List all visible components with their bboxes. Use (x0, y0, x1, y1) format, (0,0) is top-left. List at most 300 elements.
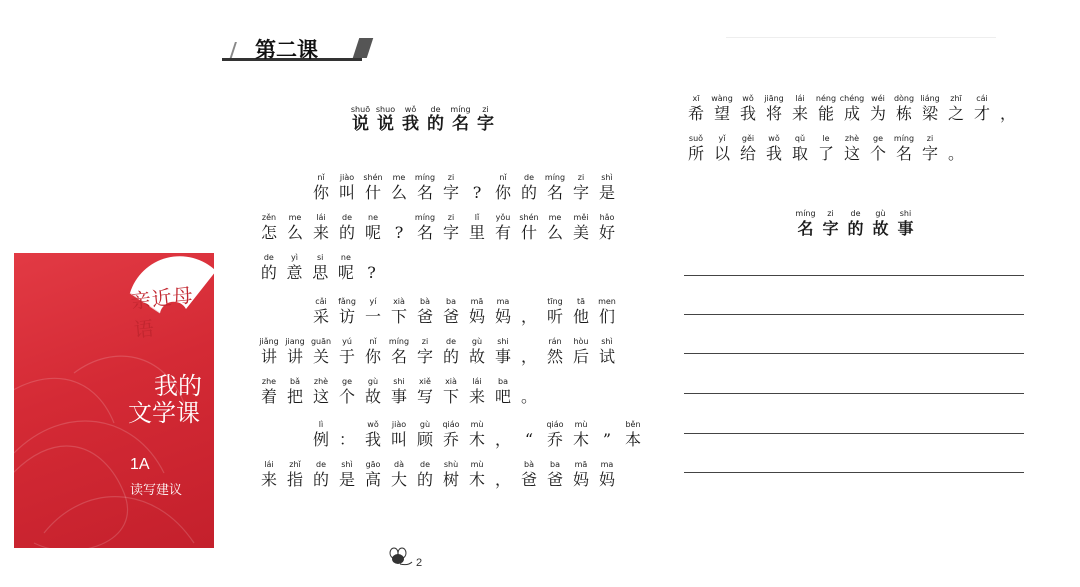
pinyin: tīng (547, 297, 563, 306)
pinyin: shi (497, 337, 509, 346)
pinyin: cǎi (315, 297, 327, 306)
ruby-char (360, 376, 386, 406)
pinyin: bǎ (290, 377, 300, 386)
hanzi: 呢 (364, 223, 381, 242)
pinyin: nǐ (317, 173, 325, 182)
ruby-char (516, 212, 542, 242)
pinyin: shi (899, 209, 912, 218)
hanzi: 指 (286, 470, 303, 489)
pinyin: lái (472, 377, 482, 386)
pinyin: de (316, 460, 326, 469)
pinyin: gù (875, 209, 886, 218)
pinyin: běn (625, 420, 641, 429)
pinyin: zhǐ (289, 460, 301, 469)
pinyin: qiáo (442, 420, 460, 429)
pinyin (294, 419, 297, 430)
ruby-char (360, 336, 386, 366)
hanzi: ? (472, 183, 482, 202)
hanzi: 名 (452, 114, 469, 134)
hanzi: 事 (494, 347, 511, 366)
ruby-char (308, 212, 334, 242)
pinyin: wǒ (404, 105, 417, 114)
hanzi: 么 (546, 223, 563, 242)
pinyin: yǒu (495, 213, 511, 222)
ruby-char (412, 336, 438, 366)
pinyin: mù (470, 420, 484, 429)
passage-line-7 (256, 419, 646, 449)
writing-line (684, 353, 1024, 354)
passage-line-8 (256, 459, 620, 489)
hanzi: 取 (791, 144, 808, 163)
page-number: 2 (416, 557, 423, 569)
hanzi: 爸 (416, 307, 433, 326)
hanzi: 为 (869, 104, 886, 123)
ruby-char (256, 212, 282, 242)
pinyin: si (317, 253, 324, 262)
hanzi: 是 (598, 183, 615, 202)
hanzi: ， (520, 347, 537, 366)
hanzi: ， (494, 470, 511, 489)
ruby-char (308, 172, 334, 202)
ruby-char (787, 133, 813, 163)
pinyin: jiang (285, 337, 305, 346)
ruby-char (386, 336, 412, 366)
ruby-char (516, 172, 542, 202)
hanzi: 有 (494, 223, 511, 242)
hanzi: 字 (572, 183, 589, 202)
ruby-char (813, 93, 839, 123)
ruby-char (683, 133, 709, 163)
pinyin: zhè (313, 377, 329, 386)
ruby-char (359, 252, 385, 282)
hanzi: 爸 (546, 470, 563, 489)
pinyin (502, 459, 505, 470)
book-cover (14, 253, 214, 548)
ruby-char (594, 172, 620, 202)
hanzi: 名 (895, 144, 912, 163)
ruby-char (917, 133, 943, 163)
hanzi: 的 (416, 470, 433, 489)
ruby-char (490, 172, 516, 202)
hanzi: 里 (468, 223, 485, 242)
ruby-char (868, 208, 893, 238)
hanzi: 才 (973, 104, 990, 123)
hanzi: 来 (791, 104, 808, 123)
ruby-char (386, 459, 412, 489)
ruby-char (969, 93, 995, 123)
pinyin: ma (496, 297, 510, 306)
hanzi: 个 (338, 387, 355, 406)
ruby-char (256, 296, 282, 326)
pinyin: wéi (871, 94, 885, 103)
hanzi: ? (394, 223, 404, 242)
pinyin: cái (976, 94, 988, 103)
pinyin: zi (447, 173, 455, 182)
hanzi: 高 (364, 470, 381, 489)
hanzi: 字 (921, 144, 938, 163)
cover-subtitle: 读写建议 (130, 483, 183, 498)
hanzi: 我 (739, 104, 756, 123)
pinyin: míng (544, 173, 566, 182)
hanzi: 怎 (260, 223, 277, 242)
ruby-char (542, 336, 568, 366)
ruby-char (464, 376, 490, 406)
ruby-char (412, 459, 438, 489)
pinyin: lái (264, 460, 274, 469)
ruby-char (594, 419, 620, 449)
hanzi: 字 (822, 219, 839, 238)
pinyin (528, 336, 531, 347)
hanzi: 的 (427, 114, 444, 134)
ruby-char (568, 172, 594, 202)
ruby-char (761, 93, 787, 123)
ruby-char (490, 419, 516, 449)
pinyin: zhī (950, 94, 962, 103)
pinyin: néng (815, 94, 837, 103)
pinyin: zěn (261, 213, 277, 222)
pinyin: dà (394, 460, 404, 469)
ruby-char (917, 93, 943, 123)
ruby-char (398, 104, 423, 134)
ruby-char (308, 459, 334, 489)
pinyin: bà (524, 460, 534, 469)
pinyin: zi (827, 209, 834, 218)
pinyin: de (524, 173, 534, 182)
pinyin: gù (471, 337, 483, 346)
pinyin (606, 419, 609, 430)
hanzi: 来 (312, 223, 329, 242)
hanzi: 说 (352, 114, 369, 134)
ruby-char (683, 93, 709, 123)
ruby-char (308, 376, 334, 406)
ruby-char (334, 212, 360, 242)
hanzi: 例 (312, 430, 329, 449)
pinyin: zi (447, 213, 455, 222)
right-line-2 (683, 133, 969, 163)
cover-grade: 1A (130, 456, 150, 473)
ruby-char (735, 93, 761, 123)
ruby-char (516, 419, 542, 449)
ruby-char (490, 336, 516, 366)
ruby-char (464, 296, 490, 326)
cover-title-line1: 我的 (154, 372, 202, 400)
writing-line (684, 314, 1024, 315)
pinyin (294, 172, 297, 183)
pinyin (528, 376, 531, 387)
hanzi: 给 (739, 144, 756, 163)
hanzi: 么 (286, 223, 303, 242)
ruby-char (893, 208, 918, 238)
ruby-char (594, 296, 620, 326)
hanzi (261, 307, 277, 326)
pinyin: xià (445, 377, 457, 386)
pinyin: ge (342, 377, 352, 386)
hanzi: 访 (338, 307, 355, 326)
pinyin: jiāng (764, 94, 784, 103)
hanzi: 采 (312, 307, 329, 326)
hanzi: 个 (869, 144, 886, 163)
hanzi: ： (338, 430, 355, 449)
hanzi: 听 (546, 307, 563, 326)
hanzi: 之 (947, 104, 964, 123)
pinyin: shuō (350, 105, 371, 114)
hanzi: 事 (897, 219, 914, 238)
hanzi: 名 (390, 347, 407, 366)
ruby-char (386, 419, 412, 449)
pinyin: ba (498, 377, 508, 386)
ruby-char (568, 336, 594, 366)
ruby-char (839, 133, 865, 163)
pinyin: ne (368, 213, 378, 222)
pinyin (268, 172, 271, 183)
cover-title-line2: 文学课 (128, 399, 200, 427)
hanzi: 说 (377, 114, 394, 134)
story-title (793, 208, 918, 238)
hanzi: 树 (442, 470, 459, 489)
pinyin (476, 172, 479, 183)
ruby-char (348, 104, 373, 134)
ruby-char (282, 419, 308, 449)
hanzi: 名 (546, 183, 563, 202)
ruby-char (256, 419, 282, 449)
hanzi: 木 (468, 430, 485, 449)
passage-line-3 (256, 252, 384, 282)
pinyin: shì (341, 460, 353, 469)
ruby-char (943, 133, 969, 163)
hanzi: 的 (338, 223, 355, 242)
bee-icon (384, 544, 414, 568)
ruby-char (464, 419, 490, 449)
ruby-char (891, 93, 917, 123)
ruby-char (839, 93, 865, 123)
hanzi: 故 (468, 347, 485, 366)
ruby-char (516, 336, 542, 366)
pinyin: jiào (391, 420, 407, 429)
hanzi: 木 (468, 470, 485, 489)
ruby-char (360, 419, 386, 449)
pinyin: lì (318, 420, 324, 429)
hanzi: 是 (338, 470, 355, 489)
hanzi: 美 (572, 223, 589, 242)
pinyin: guān (310, 337, 332, 346)
pinyin (268, 296, 271, 307)
pinyin: de (342, 213, 352, 222)
ruby-char (438, 212, 464, 242)
hanzi: 然 (546, 347, 563, 366)
pinyin: yǐ (718, 134, 726, 143)
pinyin: qǔ (794, 134, 806, 143)
pinyin: míng (893, 134, 915, 143)
pinyin: xià (393, 297, 405, 306)
hanzi: 栋 (895, 104, 912, 123)
pinyin: shén (363, 173, 383, 182)
hanzi: 事 (390, 387, 407, 406)
hanzi: 来 (468, 387, 485, 406)
hanzi: ， (494, 430, 511, 449)
hanzi: 试 (598, 347, 615, 366)
hanzi (261, 183, 277, 202)
ruby-char (865, 93, 891, 123)
ruby-char (334, 296, 360, 326)
ruby-char (386, 212, 412, 242)
pinyin: mā (574, 460, 588, 469)
pinyin: shén (519, 213, 539, 222)
pinyin: wǒ (768, 134, 780, 143)
ruby-char (412, 296, 438, 326)
ruby-char (516, 459, 542, 489)
hanzi: 后 (572, 347, 589, 366)
ruby-char (333, 252, 359, 282)
ruby-char (542, 172, 568, 202)
pinyin: le (822, 134, 830, 143)
hanzi: 望 (713, 104, 730, 123)
ruby-char (360, 296, 386, 326)
ruby-char (709, 133, 735, 163)
hanzi: 叫 (338, 183, 355, 202)
ruby-char (542, 459, 568, 489)
hanzi: 名 (797, 219, 814, 238)
ruby-char (386, 296, 412, 326)
hanzi: 的 (847, 219, 864, 238)
passage-line-4 (256, 296, 620, 326)
pinyin (528, 419, 531, 430)
lesson-title: 第二课 (255, 38, 318, 62)
ruby-char (464, 459, 490, 489)
ruby-char (360, 459, 386, 489)
pinyin (370, 252, 373, 263)
hanzi: “ (524, 430, 534, 449)
pinyin: bà (420, 297, 430, 306)
ruby-char (818, 208, 843, 238)
ruby-char (542, 419, 568, 449)
ruby-char (438, 336, 464, 366)
ruby-char (709, 93, 735, 123)
hanzi: 我 (364, 430, 381, 449)
pinyin: zi (577, 173, 585, 182)
hanzi: 我 (402, 114, 419, 134)
ruby-char (256, 252, 282, 282)
ruby-char (490, 459, 516, 489)
ruby-char (386, 376, 412, 406)
hanzi: 所 (687, 144, 704, 163)
pinyin: de (420, 460, 430, 469)
ruby-char (568, 212, 594, 242)
ruby-char (412, 172, 438, 202)
ruby-char (464, 336, 490, 366)
hanzi: 名 (416, 183, 433, 202)
hanzi: 的 (520, 183, 537, 202)
hanzi: 于 (338, 347, 355, 366)
ruby-char (360, 212, 386, 242)
hanzi: 顾 (416, 430, 433, 449)
pinyin: zi (926, 134, 934, 143)
pinyin: me (392, 173, 406, 182)
hanzi: 爸 (442, 307, 459, 326)
hanzi: 写 (416, 387, 433, 406)
ruby-char (282, 212, 308, 242)
ruby-char (438, 419, 464, 449)
ruby-char (813, 133, 839, 163)
pinyin: ge (873, 134, 883, 143)
ruby-char (438, 459, 464, 489)
ruby-char (891, 133, 917, 163)
ruby-char (761, 133, 787, 163)
pinyin: qiáo (546, 420, 564, 429)
hanzi: 讲 (260, 347, 277, 366)
ruby-char (438, 172, 464, 202)
hanzi: 叫 (390, 430, 407, 449)
ruby-char (334, 459, 360, 489)
hanzi: 这 (312, 387, 329, 406)
passage-line-1 (256, 172, 620, 202)
pinyin: me (548, 213, 562, 222)
ruby-char (412, 419, 438, 449)
hanzi: ， (520, 307, 537, 326)
hanzi (287, 430, 303, 449)
hanzi: 呢 (337, 263, 354, 282)
pinyin: gāo (365, 460, 381, 469)
hanzi: 你 (312, 183, 329, 202)
hanzi: 关 (312, 347, 329, 366)
pinyin (528, 296, 531, 307)
hanzi: 什 (520, 223, 537, 242)
hanzi: 了 (817, 144, 834, 163)
pinyin: zhè (844, 134, 860, 143)
cover-title (128, 373, 202, 427)
pinyin: liáng (920, 94, 940, 103)
hanzi: 希 (687, 104, 704, 123)
ruby-char (256, 376, 282, 406)
pinyin: men (598, 297, 616, 306)
pinyin: fǎng (338, 297, 356, 306)
hanzi: ， (999, 104, 1016, 123)
ruby-char (542, 296, 568, 326)
pinyin: hòu (573, 337, 589, 346)
ruby-char (516, 296, 542, 326)
ruby-char (307, 252, 333, 282)
hanzi: 字 (442, 183, 459, 202)
ruby-char (735, 133, 761, 163)
ruby-char (256, 172, 282, 202)
hanzi: 好 (598, 223, 615, 242)
pinyin: shi (393, 377, 405, 386)
pinyin (398, 212, 401, 223)
pinyin: ne (340, 253, 351, 262)
pinyin: jiǎng (259, 337, 279, 346)
pinyin: xiě (419, 377, 431, 386)
hanzi: 故 (872, 219, 889, 238)
pinyin: yú (342, 337, 352, 346)
ruby-char (594, 336, 620, 366)
hanzi: 妈 (572, 470, 589, 489)
hanzi: 妈 (468, 307, 485, 326)
ruby-char (282, 252, 308, 282)
hanzi: 把 (286, 387, 303, 406)
hanzi: 吧 (494, 387, 511, 406)
lesson-header-mark (353, 38, 373, 58)
hanzi: 成 (843, 104, 860, 123)
ruby-char (334, 172, 360, 202)
pinyin (1007, 93, 1010, 104)
writing-line (684, 472, 1024, 473)
pinyin: shù (443, 460, 459, 469)
ruby-char (542, 212, 568, 242)
pinyin: míng (388, 337, 410, 346)
ruby-char (334, 419, 360, 449)
hanzi: ? (367, 263, 376, 282)
pinyin: míng (795, 209, 816, 218)
pinyin: mù (574, 420, 588, 429)
